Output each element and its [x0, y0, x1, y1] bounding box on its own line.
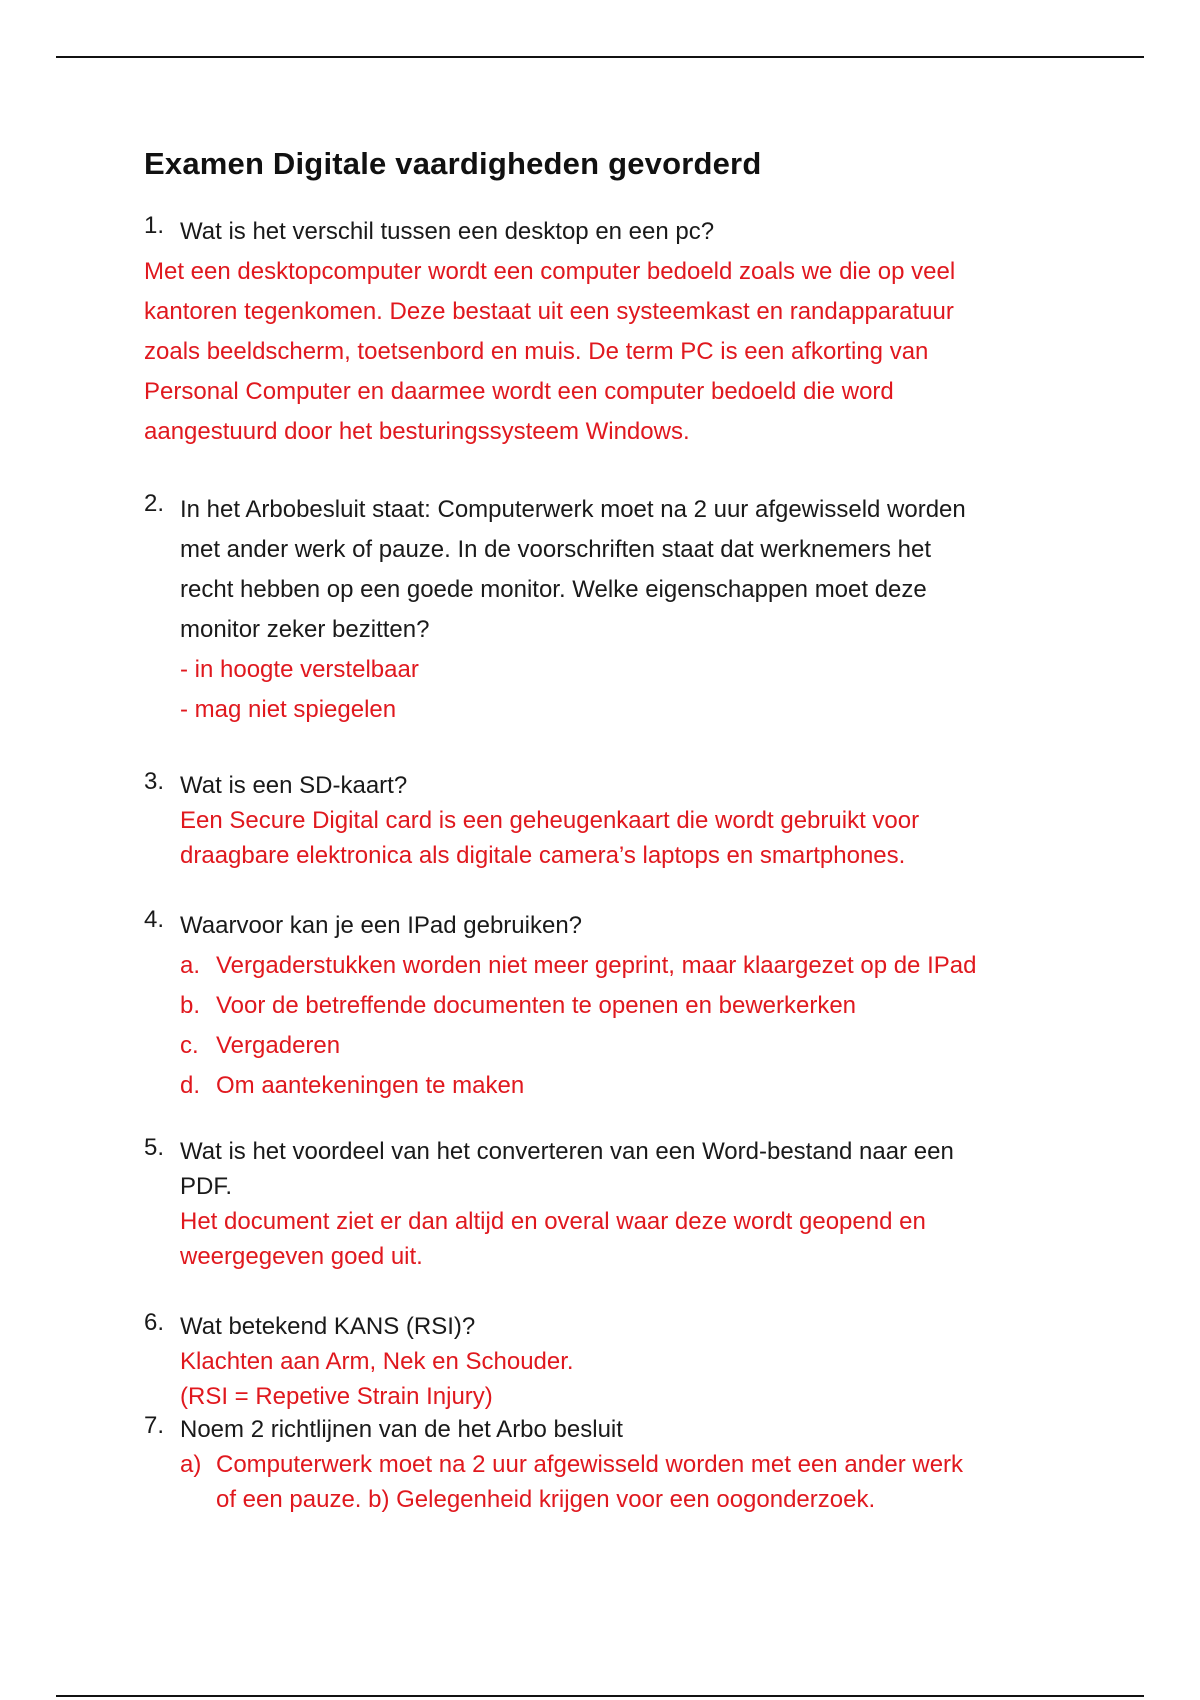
question-2	[144, 490, 966, 730]
answer-line: zoals beeldscherm, toetsenbord en muis. De term PC is een afkorting van	[144, 338, 929, 365]
question-text: Wat is een SD-kaart?	[180, 772, 408, 799]
list-marker: a)	[180, 1451, 202, 1478]
question-number: 3.	[144, 768, 165, 795]
answer-line: draagbare elektronica als digitale camera’s laptops en smartphones.	[180, 842, 906, 869]
answer-line: Klachten aan Arm, Nek en Schouder.	[180, 1348, 574, 1375]
list-marker: c.	[180, 1032, 199, 1059]
answer-line: (RSI = Repetive Strain Injury)	[180, 1383, 493, 1410]
question-text: In het Arbobesluit staat: Computerwerk moet na 2 uur afgewisseld worden	[180, 496, 966, 523]
question-3	[144, 768, 919, 873]
question-1	[144, 212, 955, 452]
list-item-text: Computerwerk moet na 2 uur afgewisseld worden met een ander werk	[216, 1451, 964, 1478]
document-title: Examen Digitale vaardigheden gevorderd	[144, 146, 762, 181]
question-text: Wat is het voordeel van het converteren van een Word-bestand naar een	[180, 1138, 954, 1165]
list-item-text: of een pauze. b) Gelegenheid krijgen voor een oogonderzoek.	[216, 1486, 876, 1513]
question-text: Wat betekend KANS (RSI)?	[180, 1313, 476, 1340]
list-item	[180, 986, 976, 1026]
list-item	[180, 1066, 976, 1106]
question-number: 2.	[144, 490, 165, 517]
answer-line: - mag niet spiegelen	[180, 696, 397, 723]
question-6	[144, 1309, 574, 1414]
list-marker: d.	[180, 1072, 201, 1099]
list-item	[180, 946, 976, 986]
list-marker: a.	[180, 952, 201, 979]
answer-line: - in hoogte verstelbaar	[180, 656, 419, 683]
list-item	[180, 1447, 963, 1517]
header-rule	[56, 56, 1144, 58]
question-text: recht hebben op een goede monitor. Welke eigenschappen moet deze	[180, 576, 927, 603]
answer-line: Personal Computer en daarmee wordt een computer bedoeld die word	[144, 378, 894, 405]
question-text: met ander werk of pauze. In de voorschriften staat dat werknemers het	[180, 536, 932, 563]
question-7	[144, 1412, 963, 1517]
question-number: 4.	[144, 906, 165, 933]
question-text: monitor zeker bezitten?	[180, 616, 430, 643]
question-number: 6.	[144, 1309, 165, 1336]
list-item-text: Voor de betreffende documenten te openen en bewerkerken	[216, 992, 857, 1019]
answer-line: Een Secure Digital card is een geheugenkaart die wordt gebruikt voor	[180, 807, 920, 834]
question-text: Noem 2 richtlijnen van de het Arbo besluit	[180, 1416, 623, 1443]
footer-rule	[56, 1695, 1144, 1697]
question-number: 1.	[144, 212, 165, 239]
list-item	[180, 1026, 976, 1066]
answer-line: aangestuurd door het besturingssysteem Windows.	[144, 418, 690, 445]
answer-line: weergegeven goed uit.	[180, 1243, 423, 1270]
answer-line: Met een desktopcomputer wordt een computer bedoeld zoals we die op veel	[144, 258, 956, 285]
answer-line: Het document ziet er dan altijd en overal waar deze wordt geopend en	[180, 1208, 926, 1235]
list-item-text: Vergaderen	[216, 1032, 341, 1059]
question-text: Wat is het verschil tussen een desktop en een pc?	[180, 218, 715, 245]
question-text: Waarvoor kan je een IPad gebruiken?	[180, 912, 583, 939]
list-item-text: Om aantekeningen te maken	[216, 1072, 525, 1099]
question-number: 7.	[144, 1412, 165, 1439]
question-5	[144, 1134, 954, 1274]
list-item-text: Vergaderstukken worden niet meer geprint, maar klaargezet op de IPad	[216, 952, 977, 979]
question-4	[144, 906, 976, 1106]
answer-1	[144, 252, 955, 452]
question-number: 5.	[144, 1134, 165, 1161]
question-text: PDF.	[180, 1173, 233, 1200]
answer-line: kantoren tegenkomen. Deze bestaat uit een systeemkast en randapparatuur	[144, 298, 954, 325]
list-marker: b.	[180, 992, 201, 1019]
